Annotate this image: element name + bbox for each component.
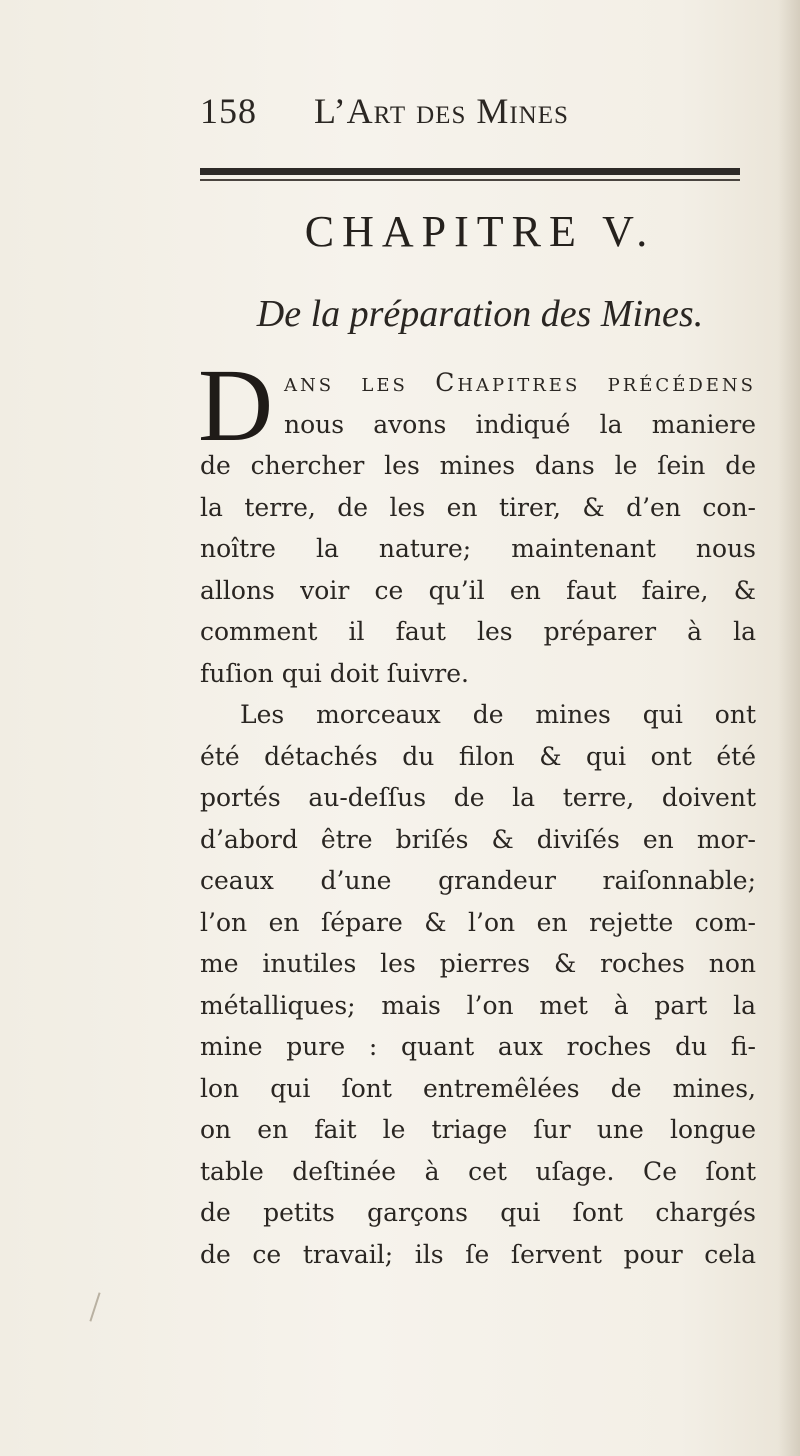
page-number: 158 [200,91,257,131]
running-title: L’Art des Mines [314,91,569,131]
text-line: la terre, de les en tirer, & d’en con- [200,492,756,522]
stray-pencil-mark [89,1292,100,1321]
text-line: comment il faut les préparer à la [200,617,756,646]
text-line: d’abord être briſés & diviſés en mor- [200,824,756,854]
text-line: fuſion qui doit ſuivre. [200,658,469,688]
ornamental-rule-thin [200,179,740,181]
text-line: portés au-deſſus de la terre, doivent [200,783,756,812]
text-line: métalliques; mais l’on met à part la [200,990,756,1020]
text-line [200,362,756,404]
text-line: l’on en ſépare & l’on en rejette com- [200,907,756,937]
text-line: me inutiles les pierres & roches non [200,949,756,978]
body-text [198,348,756,1275]
text-line: mine pure : quant aux roches du fi- [200,1032,756,1061]
text-line: allons voir ce qu’il en faut faire, & [200,575,756,605]
chapter-subtitle: De la préparation des Mines. [256,293,704,335]
page-edge-shadow [778,0,800,1456]
drop-cap: D [198,348,274,463]
text-line: noître la nature; maintenant nous [200,534,756,563]
text-line: été détachés du filon & qui ont été [200,741,756,771]
text-line: table deſtinée à cet uſage. Ce ſont [200,1156,756,1186]
text-line: nous avons indiqué la maniere [284,409,756,439]
text-line: Les morceaux de mines qui ont [240,700,756,729]
text-line: ceaux d’une grandeur raiſonnable; [200,866,756,895]
text-line: de ce travail; ils ſe ſervent pour cela [200,1239,756,1269]
chapter-heading: CHAPITRE V. [304,207,656,256]
text-line-content: ans les Chapitres précédens [284,368,756,397]
text-line: de petits garçons qui ſont chargés [200,1198,756,1227]
text-line: on en fait le triage ſur une longue [200,1115,756,1144]
text-line: de chercher les mines dans le ſein de [200,451,756,480]
ornamental-rule [200,168,740,175]
running-head [200,84,760,134]
text-line: lon qui ſont entremêlées de mines, [200,1073,756,1103]
